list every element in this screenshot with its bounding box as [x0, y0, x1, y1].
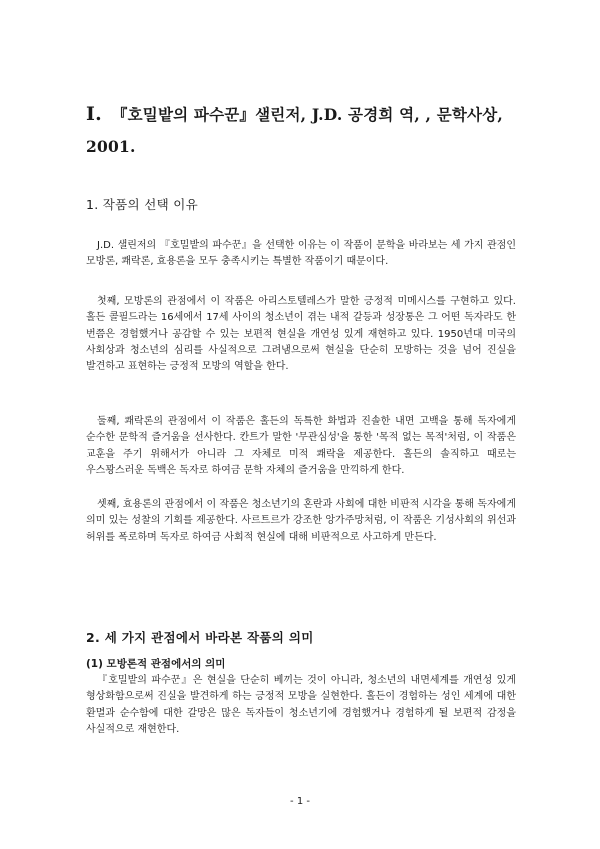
page-number: - 1 -	[290, 796, 310, 807]
section-2-subheading: (1) 모방론적 관점에서의 의미	[86, 658, 226, 670]
section-2-paragraph: 『호밀밭의 파수꾼』은 현실을 단순히 베끼는 것이 아니라, 청소년의 내면세계를 개연성 있게 형상화함으로써 진실을 발견하게 하는 긍정적 모방을 실현한다. 홀든이 경험하는 성인 세계에 대한 환멸과 순수함에 대한 갈망은 많은 독자들이 청소년기에 경험했거나 경험하게 될 보편적 감정을 사실적으로 재현한다.	[86, 675, 516, 735]
section-1-paragraph-utility: 셋째, 효용론의 관점에서 이 작품은 청소년기의 혼란과 사회에 대한 비판적 시각을 통해 독자에게 의미 있는 성찰의 기회를 제공한다. 사르트르가 강조한 앙가주망처럼, 이 작품은 기성사회의 위선과 허위를 폭로하며 독자로 하여금 사회적 현실에 대해 비판적으로 사고하게 만든다.	[86, 499, 516, 543]
section-2-heading: 2. 세 가지 관점에서 바라본 작품의 의미	[86, 630, 314, 645]
section-1-paragraph-mimesis: 첫째, 모방론의 관점에서 이 작품은 아리스토텔레스가 말한 긍정적 미메시스를 구현하고 있다. 홀든 콜필드라는 16세에서 17세 사이의 청소년이 겪는 내적 갈등과 성장통은 그 어떤 독자라도 한 번쯤은 경험했거나 공감할 수 있는 보편적 현실을 개연성 있게 재현하고 있다. 1950년대 미국의 사회상과 청소년의 심리를 사실적으로 그려냄으로써 현실을 단순히 모방하는 것을 넘어 진실을 발견하고 표현하는 긍정적 모방의 역할을 한다.	[86, 296, 516, 373]
section-1-paragraph-intro: J.D. 샐린저의 『호밀밭의 파수꾼』을 선택한 이유는 이 작품이 문학을 바라보는 세 가지 관점인 모방론, 쾌락론, 효용론을 모두 충족시키는 특별한 작품이기 때문이다.	[86, 240, 516, 268]
title-text: 『호밀밭의 파수꾼』샐린저, J.D. 공경희 역, , 문학사상, 2001.	[86, 105, 503, 156]
title-number: I.	[86, 103, 102, 125]
section-1-paragraph-pleasure: 둘째, 쾌락론의 관점에서 이 작품은 홀든의 독특한 화법과 진솔한 내면 고백을 통해 독자에게 순수한 문학적 즐거움을 선사한다. 칸트가 말한 '무관심성'을 통한 '목적 없는 목적'처럼, 이 작품은 교훈을 주기 위해서가 아니라 그 자체로 미적 쾌락을 제공한다. 홀든의 솔직하고 때로는 우스꽝스러운 독백은 독자로 하여금 문학 자체의 즐거움을 만끽하게 한다.	[86, 416, 516, 476]
section-1-heading: 1. 작품의 선택 이유	[86, 197, 198, 212]
document-title	[86, 98, 526, 163]
